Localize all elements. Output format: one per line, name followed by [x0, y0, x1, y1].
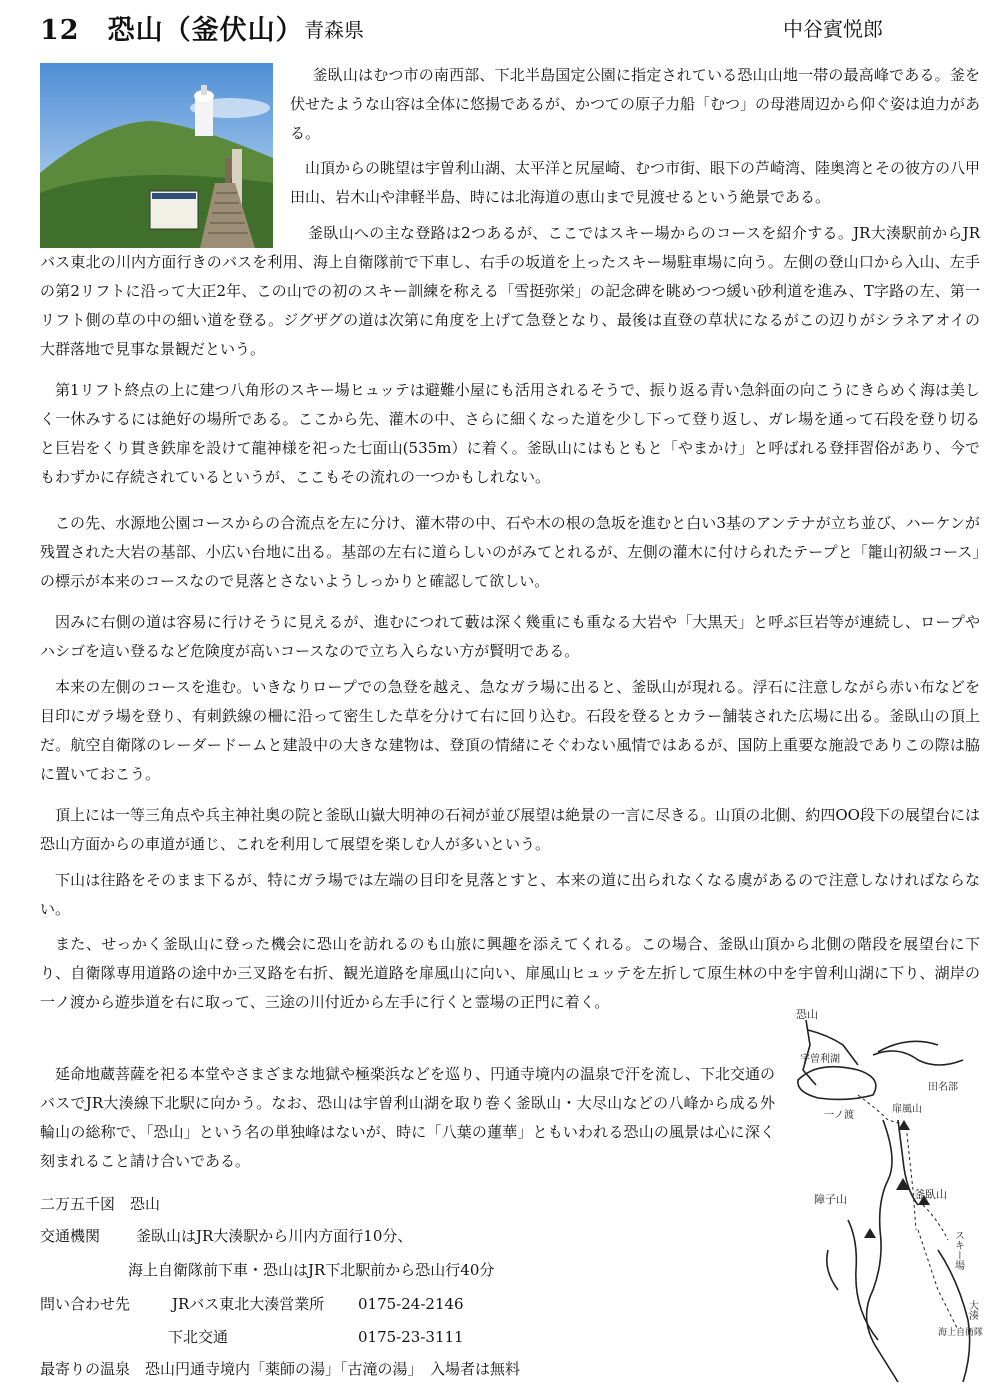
contact-2-phone: 0175-23-3111 — [358, 1328, 464, 1346]
contact-2-name: 下北交通 — [168, 1328, 229, 1346]
map-label-lake: 宇曽利湖 — [800, 1054, 840, 1065]
author: 中谷賓悦郎 — [783, 17, 883, 41]
paragraph-7: 本来の左側のコースを進む。いきなりロープでの急登を越え、急なガラ場に出ると、釜臥山が現れる。浮石に注意しながら赤い布などを目印にガラ場を登り、有刺鉄線の柵に沿って密生した草を分けて右に回り込む。石段を登るとカラー舗装された広場に出る。釜臥山の頂上だ。航空自衛隊のレーダードームと建設中の大きな建物は、登頂の情緒にそぐわない風情ではあるが、国防上重要な施設でありこの際は脇に置いておこう。 — [40, 678, 980, 783]
paragraph-6: 因みに右側の道は容易に行けそうに見えるが、進むにつれて藪は深く幾重にも重なる大岩や「大黒天」と呼ぶ巨岩等が連続し、ロープやハシゴを這い登るなど危険度が高いコースなので立ち入らない方が賢明である。 — [40, 613, 980, 660]
map-label-ominato: 大湊 — [966, 1300, 978, 1320]
map-label-kamabuseyama: 釜臥山 — [914, 1188, 947, 1201]
contact-label: 問い合わせ先 — [40, 1295, 131, 1313]
transport-line-1: 釜臥山はJR大湊駅から川内方面行10分、 — [136, 1227, 413, 1245]
contact-1-phone: 0175-24-2146 — [358, 1295, 464, 1313]
paragraph-1: 釜臥山はむつ市の南西部、下北半島国定公園に指定されている恐山山地一帯の最高峰である。釜を伏せたような山容は全体に悠揚であるが、かつての原子力船「むつ」の母港周辺から仰ぐ姿は迫力がある。 — [290, 66, 981, 142]
transport-line-2: 海上自衛隊前下車・恐山はJR下北駅前から恐山行40分 — [128, 1261, 495, 1279]
map-label-ski: スキー場 — [952, 1230, 964, 1270]
map-label-jsdf: 海上自衛隊 — [938, 1328, 984, 1338]
transport-label: 交通機関 — [40, 1227, 101, 1245]
onsen-info: 最寄りの温泉 恐山円通寺境内「薬師の湯」「古滝の湯」 入場者は無料 — [40, 1360, 521, 1378]
map-label-tanabe: 田名部 — [928, 1082, 958, 1093]
prefecture: 青森県 — [304, 18, 364, 42]
route-map — [788, 990, 988, 1382]
map-label-ichinowatari: 一ノ渡 — [824, 1110, 854, 1121]
paragraph-3: 釜臥山への主な登路は2つあるが、ここではスキー場からのコースを紹介する。JR大湊駅前からJRバス東北の川内方面行きのバスを利用、海上自衛隊前で下車し、右手の坂道を上ったスキー場駐車場に向う。左側の登山口から入山、左手の第2リフトに沿って大正2年、この山での初のスキー訓練を称える「雪挺弥栄」の記念碑を眺めつつ緩い砂利道を進み、T字路の左、第一リフト側の草の中の細い道を登る。ジグザグの道は次第に角度を上げて急登となり、最後は直登の草状になるがこの辺りがシラネアオイの大群落地で見事な景観だという。 — [40, 224, 980, 358]
paragraph-10: また、せっかく釜臥山に登った機会に恐山を訪れるのも山旅に興趣を添えてくれる。この場合、釜臥山頂から北側の階段を展望台に下り、自衛隊専用道路の途中か三叉路を右折、観光道路を扉風山に向い、扉風山ヒュッテを左折して原生林の中を宇曽利山湖に下り、湖岸の一ノ渡から遊歩道を右に取って、三途の川付近から左手に行くと霊場の正門に着く。 — [40, 935, 980, 1011]
paragraph-4: 第1リフト終点の上に建つ八角形のスキー場ヒュッテは避難小屋にも活用されるそうで、振り返る青い急斜面の向こうにきらめく海は美しく一休みするには絶好の場所である。ここから先、灌木の中、さらに細くなった道を少し下って登り返し、ガレ場を通って石段を登り切ると巨岩をくり貫き鉄扉を設けて龍神様を祀った七面山(535m）に着く。釜臥山にはもともと「やまかけ」と呼ばれる登拝習俗があり、今でもわずかに存続されているというが、ここもその流れの一つかもしれない。 — [40, 381, 980, 486]
paragraph-9: 下山は往路をそのまま下るが、特にガラ場では左端の目印を見落とすと、本来の道に出られなくなる虞があるので注意しなければならない。 — [40, 871, 980, 918]
map-reference: 二万五千図 恐山 — [40, 1195, 161, 1213]
paragraph-5: この先、水源地公園コースからの合流点を左に分け、灌木帯の中、石や木の根の急坂を進むと白い3基のアンテナが立ち並び、ハーケンが残置された大岩の基部、小広い台地に出る。基部の左右に道らしいのがみてとれるが、左側の灌木に付けられたテープと「籠山初級コース」の標示が本来のコースなので見落とさないようしっかりと確認して欲しい。 — [40, 514, 980, 590]
map-label-byobuzan: 扉風山 — [892, 1104, 922, 1115]
paragraph-8: 頂上には一等三角点や兵主神社奥の院と釜臥山嶽大明神の石祠が並び展望は絶景の一言に尽きる。山頂の北側、約四OO段下の展望台には恐山方面からの車道が通じ、これを利用して展望を楽しむ人が多いという。 — [40, 806, 980, 853]
map-label-shougiyama: 障子山 — [814, 1193, 847, 1206]
page-header — [40, 8, 960, 44]
contact-1-name: JRバス東北大湊営業所 — [172, 1295, 325, 1313]
paragraph-11: 延命地蔵菩薩を祀る本堂やさまざまな地獄や極楽浜などを巡り、円通寺境内の温泉で汗を流し、下北交通のバスでJR大湊線下北駅に向かう。なお、恐山は宇曽利山湖を取り巻く釜臥山・大尽山などの八峰から成る外輪山の総称で、「恐山」という名の単独峰はないが、時に「八葉の蓮華」ともいわれる恐山の風景は心に深く刻まれること請け合いである。 — [40, 1065, 776, 1170]
map-label-osorezan: 恐山 — [796, 1008, 818, 1021]
paragraph-2: 山頂からの眺望は宇曽利山湖、太平洋と尻屋崎、むつ市街、眼下の芦崎湾、陸奥湾とその彼方の八甲田山、岩木山や津軽半島、時には北海道の恵山まで見渡せるという絶景である。 — [290, 159, 981, 206]
page-title: 12 恐山（釜伏山） — [40, 15, 304, 46]
